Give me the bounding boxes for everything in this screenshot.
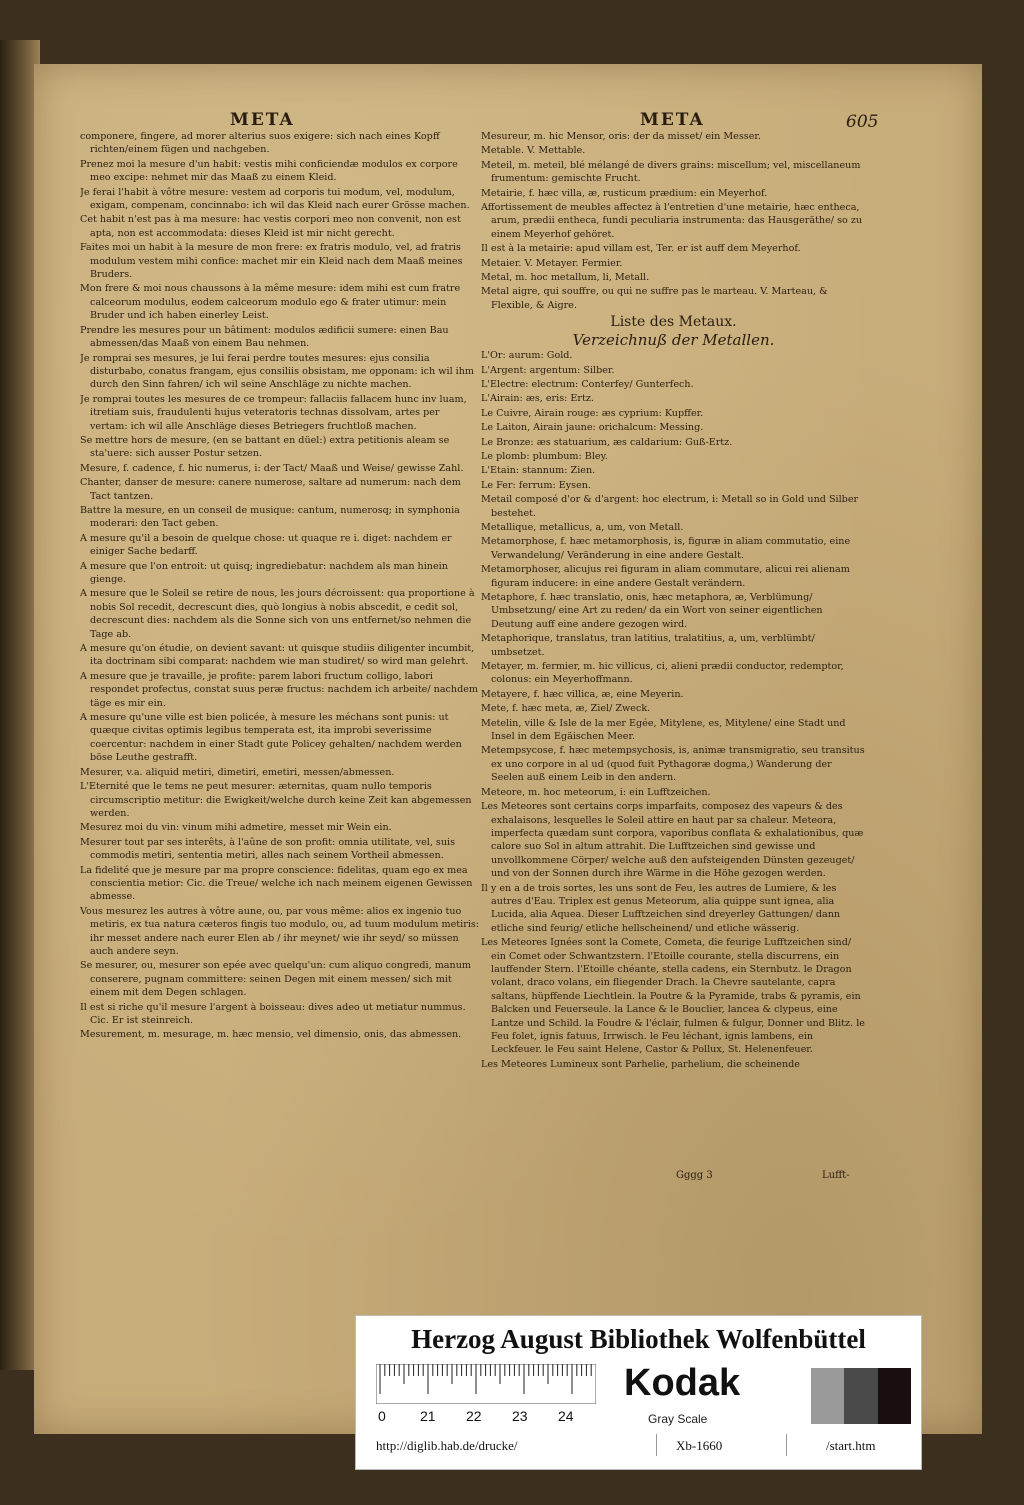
metal-entry: L'Or: aurum: Gold. [481, 350, 573, 362]
swatch-mid [844, 1368, 877, 1424]
dictionary-entry: A mesure que l'on entroit: ut quisq; ingrediebatur: nachdem als man hinein gienge. [80, 560, 448, 585]
swatch-dark [878, 1368, 911, 1424]
dictionary-entry: Metallique, metallicus, a, um, von Metall. [481, 521, 684, 533]
swatch-light [811, 1368, 844, 1424]
dictionary-entry: Faites moi un habit à la mesure de mon frere: ex fratris modulo, vel, ad fratris modulum vestem mihi confice: machet mir ein Kleid nach dem Maaß meines Bruders. [80, 242, 463, 281]
dictionary-entry: Mesurement, m. mesurage, m. hæc mensio, vel dimensio, onis, das abmessen. [80, 1029, 462, 1041]
dictionary-entry: Metail composé d'or & d'argent: hoc electrum, i: Metall so in Gold und Silber bestehet. [481, 494, 859, 519]
dictionary-entry: Meteil, m. meteil, blé mélangé de divers grains: miscellum; vel, miscellaneum frumentum: gemischte Frucht. [481, 159, 861, 185]
card-url: http://diglib.hab.de/drucke/ [376, 1438, 518, 1453]
dictionary-entry: Metaphore, f. hæc translatio, onis, hæc metaphora, æ, Verblümung/ Umbsetzung/ eine Art zu reden/ da ein Wort von seiner eigentlichen Deutung auff eine andere gezogen wird. [481, 592, 823, 630]
dictionary-entry: Prendre les mesures pour un bâtiment: modulos ædificii sumere: einen Bau abmessen/das Maaß von einem Bau nehmen. [80, 324, 449, 350]
library-target-card [355, 1315, 922, 1470]
page-number: 605 [846, 112, 879, 132]
dictionary-entry: Il est à la metairie: apud villam est, Ter. er ist auff dem Meyerhof. [481, 243, 801, 255]
ruler-label: 21 [420, 1408, 436, 1424]
dictionary-entry: componere, fingere, ad morer alterius suos exigere: sich nach eines Kopff richten/einem fügen und nachgeben. [80, 131, 440, 156]
dictionary-entry: Metayere, f. hæc villica, æ, eine Meyerin. [481, 688, 684, 700]
dictionary-entry: Metal, m. hoc metallum, li, Metall. [481, 272, 650, 284]
dictionary-entry: Affortissement de meubles affectez à l'entretien d'une metairie, hæc entheca, arum, prædii entheca, fundi peculiaria instrumenta: das Hausgeräthe/ so zu einem Meyerhof gehöret. [481, 202, 863, 240]
card-separator [786, 1434, 787, 1456]
scale-ruler [376, 1364, 596, 1404]
dictionary-entry: Mesureur, m. hic Mensor, oris: der da misset/ ein Messer. [481, 131, 761, 142]
card-shelfmark: Xb-1660 [676, 1438, 723, 1453]
ruler-label: 0 [378, 1408, 386, 1424]
card-start-path: /start.htm [826, 1438, 876, 1453]
dictionary-entry: Je romprai ses mesures, je lui ferai perdre toutes mesures: ejus consilia disturbabo, conatus frangam, ejus consiliis obsistam, me opponam: ich wil ihm durch den Sinn fahren/ ich wil seine Anschläge zu nichte machen. [80, 352, 475, 391]
dictionary-entry: Mesure, f. cadence, f. hic numerus, i: der Tact/ Maaß und Weise/ gewisse Zahl. [80, 462, 464, 474]
gray-swatches [811, 1368, 911, 1424]
dictionary-entry: La fidelité que je mesure par ma propre conscience: fidelitas, quam ego ex mea conscientia metior: Cic. die Treue/ welche ich nach meinem eigenen Gewissen abmesse. [80, 864, 473, 903]
right-column [481, 130, 866, 1180]
dictionary-entry: A mesure que je travaille, je profite: parem labori fructum colligo, labori respondet profectus, constat suus peræ fructus: nachdem ich arbeite/ nachdem täge es mir ein. [80, 670, 479, 709]
metal-entry: Le Bronze: æs statuarium, æs caldarium: Guß-Ertz. [481, 436, 733, 448]
dictionary-entry: Cet habit n'est pas à ma mesure: hac vestis corpori meo non convenit, non est apta, non est accommodata: dieses Kleid ist mir nicht gerecht. [80, 214, 461, 239]
metal-entry: L'Argent: argentum: Silber. [481, 364, 615, 376]
dictionary-entry: Metal aigre, qui souffre, ou qui ne suffre pas le marteau. V. Marteau, & Flexible, & Aigre. [481, 286, 828, 311]
ruler-label: 24 [558, 1408, 574, 1424]
dictionary-entry: Se mesurer, ou, mesurer son epée avec quelqu'un: cum aliquo congredi, manum conserere, pugnam committere: seinen Degen mit einem messen/ sich mit einem mit dem Degen schlagen. [80, 960, 471, 999]
dictionary-entry: Vous mesurez les autres à vôtre aune, ou, par vous même: alios ex ingenio tuo metiris, ex tua natura cæteros fingis tuo modulo, ou, ad tuum modulum metiris: ihr messet andere nach eurer Elen ab / ihr meynet/ wie ihr seyd/ so müssen auch andere seyn. [80, 905, 480, 957]
dictionary-entry: Mon frere & moi nous chaussons à la même mesure: idem mihi est cum fratre calceorum modulus, eodem calceorum modulo ego & frater utimur: mein Bruder und ich haben einerley Leist. [80, 283, 461, 322]
dictionary-entry: L'Eternité que le tems ne peut mesurer: æternitas, quam nullo temporis circumscriptio metitur: die Ewigkeit/welche durch keine Zeit kan abgemessen werden. [80, 781, 472, 819]
library-name: Herzog August Bibliothek Wolfenbüttel [411, 1324, 866, 1354]
right-column-bottom-entries [481, 493, 866, 1071]
running-head-right: META [640, 110, 705, 130]
dictionary-entry: Il est si riche qu'il mesure l'argent à boisseau: dives adeo ut metiatur nummus. Cic. Er ist steinreich. [80, 1001, 466, 1026]
dictionary-entry: A mesure qu'une ville est bien policée, à mesure les méchans sont punis: ut quæque civitas optimis legibus temperata est, ita improbi severissime coercentur: nachdem in einer Stadt gute Policey gehalten/ nachdem werden böse Leuthe gestrafft. [80, 712, 462, 764]
metals-list-title-german: Verzeichnuß der Metallen. [572, 330, 775, 349]
dictionary-entry: A mesure qu'il a besoin de quelque chose: ut quaque re i. diget: nachdem er einiger Sache bedarff. [80, 532, 452, 558]
dictionary-entry: Metairie, f. hæc villa, æ, rusticum prædium: ein Meyerhof. [481, 187, 768, 199]
dictionary-entry: Battre la mesure, en un conseil de musique: cantum, numerosq; in symphonia moderari: den Tact geben. [80, 504, 460, 530]
dictionary-entry: Les Meteores sont certains corps imparfaits, composez des vapeurs & des exhalaisons, lesquelles le Soleil attire en haut par sa chaleur. Meteora, imperfecta quædam sunt corpora, vaporibus conflata & exhalationibus, quæ calore suo Sol in altum attrahit. Die Lufftzeichen sind gewisse und unvollkommene Cörper/ welche auß den aufsteigenden Dünsten gezeuget/ und von der Sonnen durch ihre Wärme in die Höhe gezogen werden. [481, 801, 864, 880]
dictionary-entry: Prenez moi la mesure d'un habit: vestis mihi conficiendæ modulos ex corpore meo excipe: nehmet mir das Maaß zu einem Kleid. [80, 158, 458, 184]
metals-list [481, 349, 866, 492]
gray-scale-label: Gray Scale [648, 1412, 708, 1426]
metal-entry: Le plomb: plumbum: Bley. [481, 450, 608, 462]
dictionary-entry: Mesurer, v.a. aliquid metiri, dimetiri, emetiri, messen/abmessen. [80, 766, 395, 778]
metals-list-title: Liste des Metaux. [610, 314, 737, 331]
dictionary-entry: Metaier. V. Metayer. Fermier. [481, 257, 623, 269]
metal-entry: Le Fer: ferrum: Eysen. [481, 479, 591, 491]
dictionary-entry: Mete, f. hæc meta, æ, Ziel/ Zweck. [481, 703, 651, 715]
metal-entry: L'Electre: electrum: Conterfey/ Gunterfech. [481, 378, 694, 390]
dictionary-entry: A mesure qu'on étudie, on devient savant: ut quisque studiis diligenter incumbit, ita doctrinam sibi comparat: nachdem wie man studiret/ so wird man gelehrt. [80, 643, 475, 668]
ruler-label: 23 [512, 1408, 528, 1424]
dictionary-entry: Il y en a de trois sortes, les uns sont de Feu, les autres de Lumiere, & les autres d'Eau. Triplex est genus Meteorum, alia quippe sunt ignea, alia Lucida, alia Aquea. Dieser Lufftzeichen sind dreyerley Gattungen/ dann etliche sind feurig/ etliche hellscheinend/ und etliche wässerig. [481, 882, 841, 934]
metal-entry: Le Cuivre, Airain rouge: æs cyprium: Kupffer. [481, 407, 704, 419]
dictionary-entry: Mesurez moi du vin: vinum mihi admetire, messet mir Wein ein. [80, 822, 392, 834]
dictionary-entry: Metable. V. Mettable. [481, 145, 586, 157]
left-column [80, 130, 480, 1180]
dictionary-entry: Chanter, danser de mesure: canere numerose, saltare ad numerum: nach dem Tact tantzen. [80, 477, 461, 502]
metal-entry: Le Laiton, Airain jaune: orichalcum: Messing. [481, 422, 704, 434]
dictionary-entry: Mesurer tout par ses interêts, à l'aûne de son profit: omnia utilitate, vel, suis commodis metiri, sententia metiri, alles nach seinem Vortheil abmessen. [80, 836, 456, 862]
metal-entry: L'Airain: æs, eris: Ertz. [481, 393, 594, 405]
kodak-logo: Kodak [624, 1362, 741, 1404]
dictionary-entry: Metempsycose, f. hæc metempsychosis, is, animæ transmigratio, seu transitus ex uno corpore in al ud (quod fuit Pythagoræ dogma,) Wanderung der Seelen auß einem Leib in den andern. [481, 745, 865, 784]
dictionary-entry: Je ferai l'habit à vôtre mesure: vestem ad corporis tui modum, vel, modulum, exigam, compenam, concinnabo: ich wil das Kleid nach eurer Grösse machen. [80, 186, 470, 212]
dictionary-entry: Se mettre hors de mesure, (en se battant en düel:) extra petitionis aleam se sta'uere: sich ausser Postur setzen. [80, 434, 450, 460]
dictionary-entry: Metelin, ville & Isle de la mer Egée, Mitylene, es, Mitylene/ eine Stadt und Insel in dem Egäischen Meer. [481, 717, 846, 743]
dictionary-entry: Les Meteores Ignées sont la Comete, Cometa, die feurige Lufftzeichen sind/ ein Comet oder Schwantzstern. l'Etoille courante, stella discurrens, ein lauffender Stern. l'Etoille chéante, stella cadens, ein Sternbutz. le Dragon volant, draco volans, ein fliegender Drach. la Chevre sautelante, capra saltans, hüpffende Liechtlein. la Poutre & la Pyramide, trabs & pyramis, ein Balcken und Feuerseule. la Lance & le Bouclier, lancea & clypeus, eine Lantze und Schild. la Foudre & l'éclair, fulmen & fulgur, Donner und Blitz. le Feu folet, ignis fatuus, Irrwisch. le Feu léchant, ignis lambens, ein Leckfeuer. le Feu saint Helene, Castor & Pollux, St. Helenenfeuer. [481, 937, 865, 1056]
dictionary-entry: Je romprai toutes les mesures de ce trompeur: fallaciis fallacem hunc inv luam, itretiam suis, fraudulenti hujus veteratoris technas dissolvam, artes per vertam: ich wil alle Anschläge dieses Betriegers fruchtloß machen. [80, 393, 467, 432]
dictionary-entry: Metayer, m. fermier, m. hic villicus, ci, alieni prædii conductor, redemptor, colonus: ein Meyerhoffmann. [481, 661, 844, 686]
catchword: Lufft- [822, 1170, 850, 1181]
ruler-label: 22 [466, 1408, 482, 1424]
dictionary-entry: Les Meteores Lumineux sont Parhelie, parhelium, die scheinende [481, 1058, 800, 1070]
dictionary-entry: A mesure que le Soleil se retire de nous, les jours décroissent: qua proportione à nobis Sol recedit, decrescunt dies, quò longius à nobis abscedit, e cedit sol, decrescunt dies: nachdem als die Sonne sich von uns entfernet/so nehmen die Tage ab. [80, 588, 475, 640]
signature-mark: Gggg 3 [676, 1170, 713, 1181]
dictionary-entry: Metaphorique, translatus, tran latitius, tralatitius, a, um, verblümbt/ umbsetzet. [481, 633, 815, 658]
card-separator [656, 1434, 657, 1456]
dictionary-entry: Metamorphose, f. hæc metamorphosis, is, figuræ in aliam commutatio, eine Verwandelung/ Veränderung in eine andere Gestalt. [481, 536, 851, 561]
metal-entry: L'Etain: stannum: Zien. [481, 465, 596, 477]
dictionary-entry: Metamorphoser, alicujus rei figuram in aliam commutare, alicui rei alienam figuram inducere: in eine andere Gestalt verändern. [481, 564, 850, 589]
right-column-top-entries [481, 130, 866, 312]
dictionary-entry: Meteore, m. hoc meteorum, i: ein Lufftzeichen. [481, 786, 711, 798]
running-head-left: META [230, 110, 295, 130]
